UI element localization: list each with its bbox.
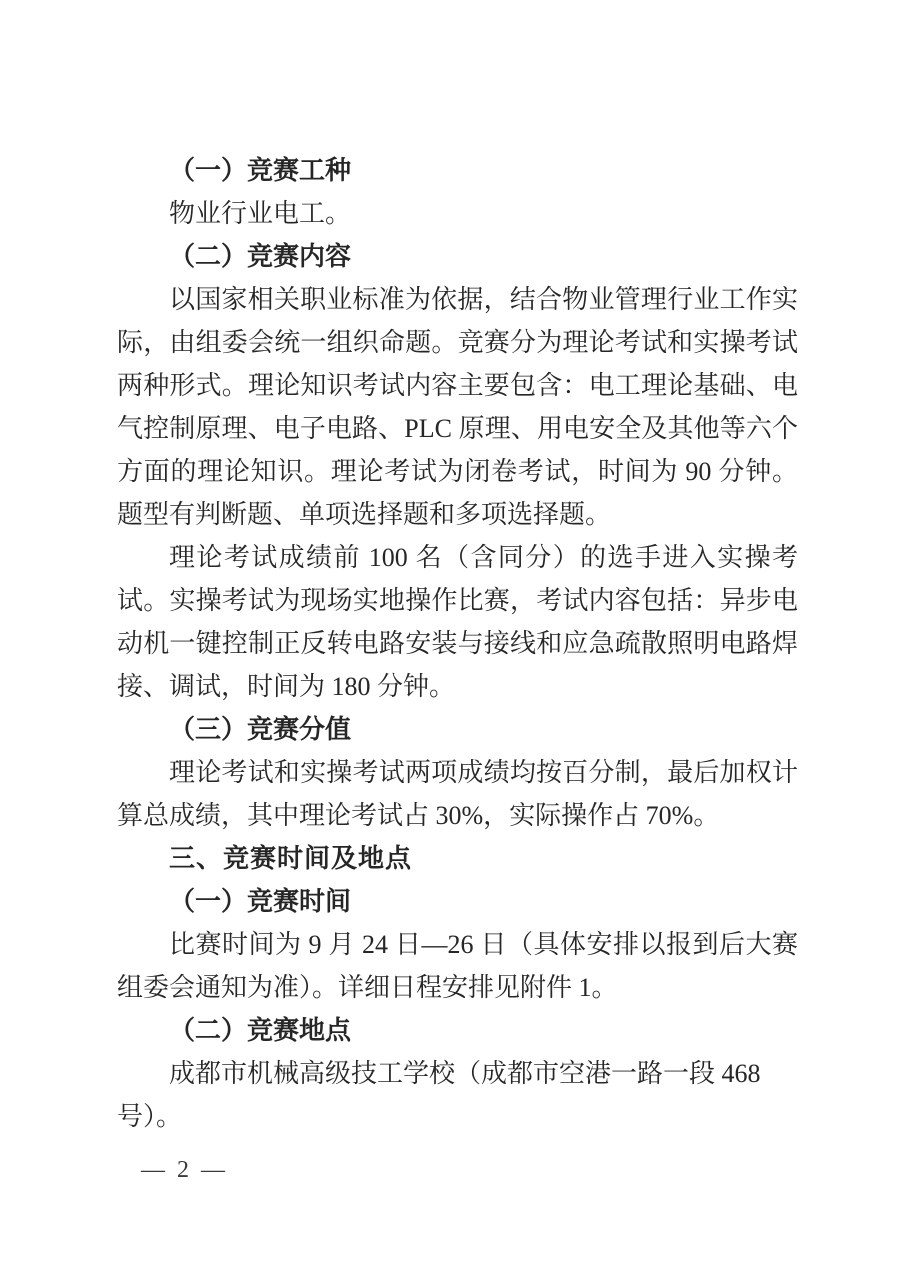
- paragraph-theory-exam: 以国家相关职业标准为依据，结合物业管理行业工作实际，由组委会统一组织命题。竞赛分为理论考试和实操考试两种形式。理论知识考试内容主要包含：电工理论基础、电气控制原理、电子电路、PLC 原理、用电安全及其他等六个方面的理论知识。理论考试为闭卷考试，时间为 90 分钟。题型有判断题、单项选择题和多项选择题。: [117, 285, 798, 529]
- subheading-competition-trade: （一）竞赛工种: [169, 156, 352, 185]
- document-body: [117, 149, 798, 1138]
- paragraph-practical-exam: 理论考试成绩前 100 名（含同分）的选手进入实操考试。实操考试为现场实地操作比赛，考试内容包括：异步电动机一键控制正反转电路安装与接线和应急疏散照明电路焊接、调试，时间为 180 分钟。: [117, 543, 798, 701]
- paragraph-time-detail: 比赛时间为 9 月 24 日—26 日（具体安排以报到后大赛组委会通知为准）。详细日程安排见附件 1。: [117, 930, 798, 1002]
- paragraph-place-detail: 成都市机械高级技工学校（成都市空港一路一段 468 号）。: [117, 1059, 761, 1131]
- subheading-competition-score: （三）竞赛分值: [169, 715, 352, 744]
- paragraph-score-weights: 理论考试和实操考试两项成绩均按百分制，最后加权计算总成绩，其中理论考试占 30%，实际操作占 70%。: [117, 758, 798, 830]
- page-number: — 2 —: [141, 1157, 228, 1183]
- paragraph-trade: 物业行业电工。: [169, 199, 352, 228]
- subheading-competition-content: （二）竞赛内容: [169, 242, 352, 271]
- subheading-competition-time: （一）竞赛时间: [169, 887, 352, 916]
- subheading-competition-place: （二）竞赛地点: [169, 1016, 352, 1045]
- heading-time-and-place: 三、竞赛时间及地点: [169, 843, 413, 873]
